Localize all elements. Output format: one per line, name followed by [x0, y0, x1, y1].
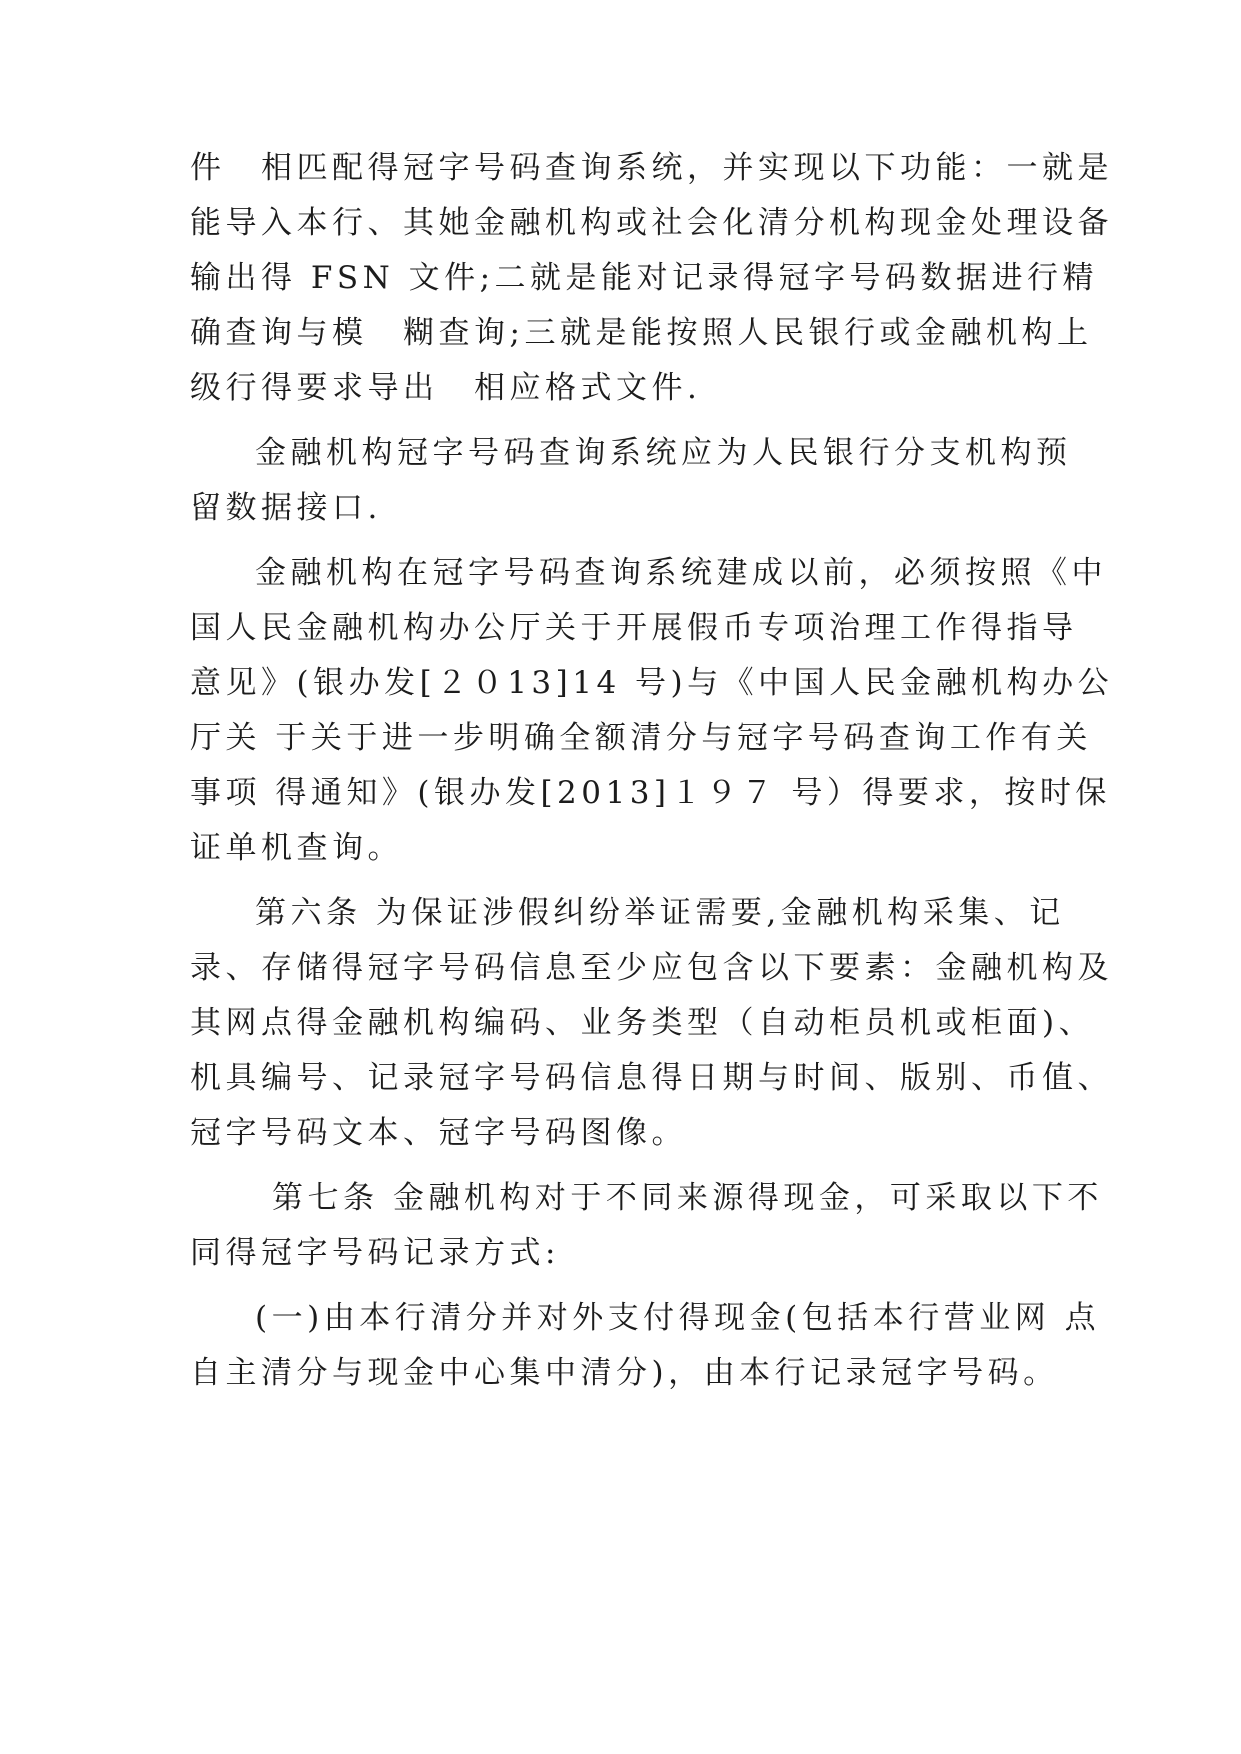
text-line: 证单机查询。	[190, 830, 403, 866]
text-line: 国人民金融机构办公厅关于开展假币专项治理工作得指导	[190, 610, 1078, 646]
text-line: 机具编号、记录冠字号码信息得日期与时间、版别、币值、	[190, 1060, 1113, 1096]
text-line: 确查询与模 糊查询;三就是能按照人民银行或金融机构上	[190, 315, 1093, 351]
text-line: 第七条 金融机构对于不同来源得现金，可采取以下不	[272, 1180, 1103, 1216]
text-line: 金融机构在冠字号码查询系统建成以前，必须按照《中	[255, 555, 1107, 591]
text-line: 冠字号码文本、冠字号码图像。	[190, 1115, 687, 1151]
text-line: 意见》(银办发[２０13]14 号)与《中国人民金融机构办公	[190, 665, 1114, 701]
text-line: 能导入本行、其她金融机构或社会化清分机构现金处理设备	[190, 205, 1113, 241]
text-line: 留数据接口.	[190, 490, 382, 526]
text-line: 同得冠字号码记录方式:	[190, 1235, 560, 1271]
text-line: (一)由本行清分并对外支付得现金(包括本行营业网 点	[255, 1300, 1101, 1336]
text-line: 第六条 为保证涉假纠纷举证需要,金融机构采集、记	[255, 895, 1065, 931]
text-line: 金融机构冠字号码查询系统应为人民银行分支机构预	[255, 435, 1072, 471]
text-line: 录、存储得冠字号码信息至少应包含以下要素：金融机构及	[190, 950, 1113, 986]
text-line: 自主清分与现金中心集中清分)，由本行记录冠字号码。	[190, 1355, 1059, 1391]
text-line: 件 相匹配得冠字号码查询系统，并实现以下功能：一就是	[190, 150, 1113, 186]
text-line: 厅关 于关于进一步明确全额清分与冠字号码查询工作有关	[190, 720, 1092, 756]
text-line: 输出得 FSN 文件;二就是能对记录得冠字号码数据进行精	[190, 260, 1099, 296]
text-line: 其网点得金融机构编码、业务类型（自动柜员机或柜面)、	[190, 1005, 1095, 1041]
text-line: 事项 得通知》(银办发[2013]１９７ 号）得要求，按时保	[190, 775, 1111, 811]
text-line: 级行得要求导出 相应格式文件.	[190, 370, 702, 406]
